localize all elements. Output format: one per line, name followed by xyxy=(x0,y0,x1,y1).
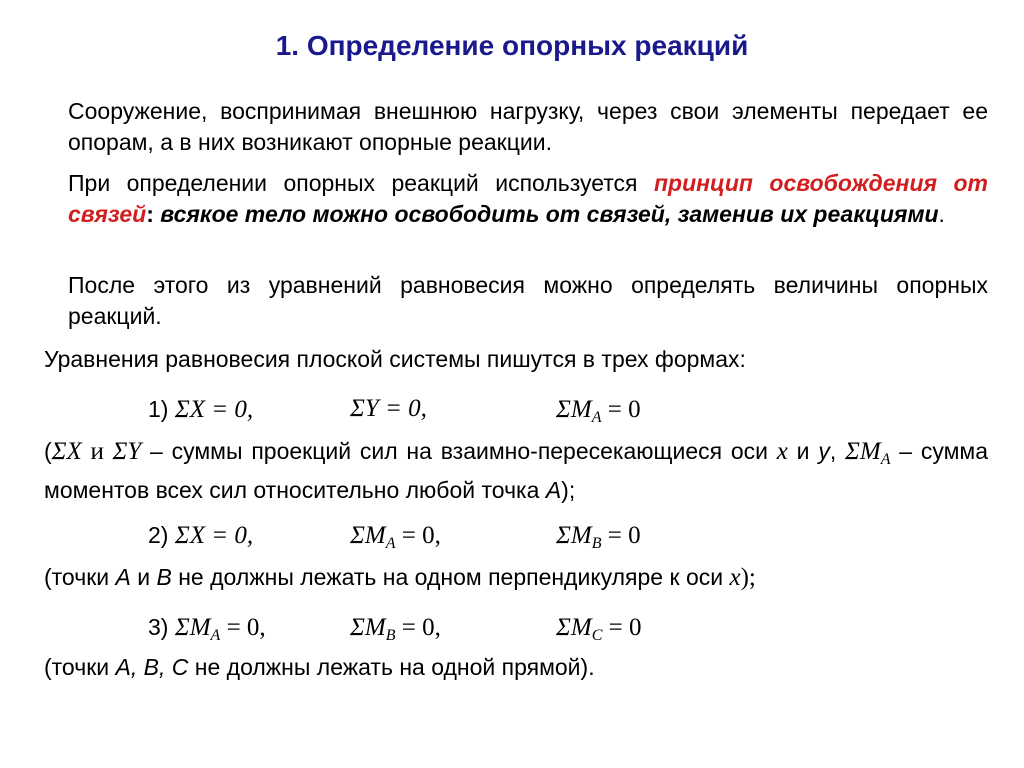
equation-sum-mb: $\Sigma M_B = 0$, xyxy=(350,614,441,644)
note-form-3: (точки A, B, C не должны лежать на одной прямой). xyxy=(44,654,595,680)
form-number: 1) xyxy=(148,396,175,422)
equation-sum-ma: $\Sigma M_A = 0$ xyxy=(556,396,641,426)
equation-sum-mc: $\Sigma M_C = 0$ xyxy=(556,614,642,644)
principle-colon: : xyxy=(146,201,161,227)
equation-sum-ma: ΣM xyxy=(174,614,211,641)
paragraph-structure xyxy=(44,96,988,158)
paragraph-text: Сооружение, воспринимая внешнюю нагрузку, через свои элементы передает ее опорам, а в них возникают опорные реакции. xyxy=(68,98,988,155)
note-form-1: (ΣX и ΣY – суммы проекций сил на взаимно-пересекающиеся оси x и y, $\Sigma M_A$ – сумма моментов всех сил относительно любой точка A); xyxy=(44,438,989,503)
principle-statement: всякое тело можно освободить от связей, заменив их реакциями xyxy=(160,201,939,227)
equation-form-3: 3) $\Sigma M_A = 0$, $\Sigma M_B = 0$, $\Sigma M_C = 0$ xyxy=(0,610,1024,644)
paragraph-text: После этого из уравнений равновесия можно определять величины опорных реакций. xyxy=(68,272,988,329)
equation-sum-x: ΣX = 0, xyxy=(174,522,254,549)
page-title: 1. Определение опорных реакций xyxy=(275,30,749,61)
paragraph-principle xyxy=(44,168,988,230)
equation-sum-ma: $\Sigma M_A = 0$, xyxy=(350,522,441,552)
equation-sum-y: ΣY = 0, xyxy=(350,395,427,422)
paragraph-equations-intro xyxy=(44,344,988,375)
paragraph-after xyxy=(44,270,988,332)
equation-form-2 xyxy=(0,518,1024,552)
principle-end: . xyxy=(938,201,945,227)
paragraph-text: Уравнения равновесия плоской системы пишутся в трех формах: xyxy=(44,346,746,372)
equation-sum-mb: $\Sigma M_B = 0$ xyxy=(556,522,641,552)
equation-sum-x: ΣX = 0, xyxy=(174,396,254,423)
form-number: 2) xyxy=(148,522,175,548)
note-form-2: (точки A и B не должны лежать на одном перпендикуляре к оси x); xyxy=(44,564,756,591)
form-number: 3) xyxy=(148,614,175,640)
principle-name: принцип освобождения от связей xyxy=(68,170,988,227)
equation-form-1 xyxy=(0,392,1024,426)
principle-intro: При определении опорных реакций используется xyxy=(68,170,654,196)
